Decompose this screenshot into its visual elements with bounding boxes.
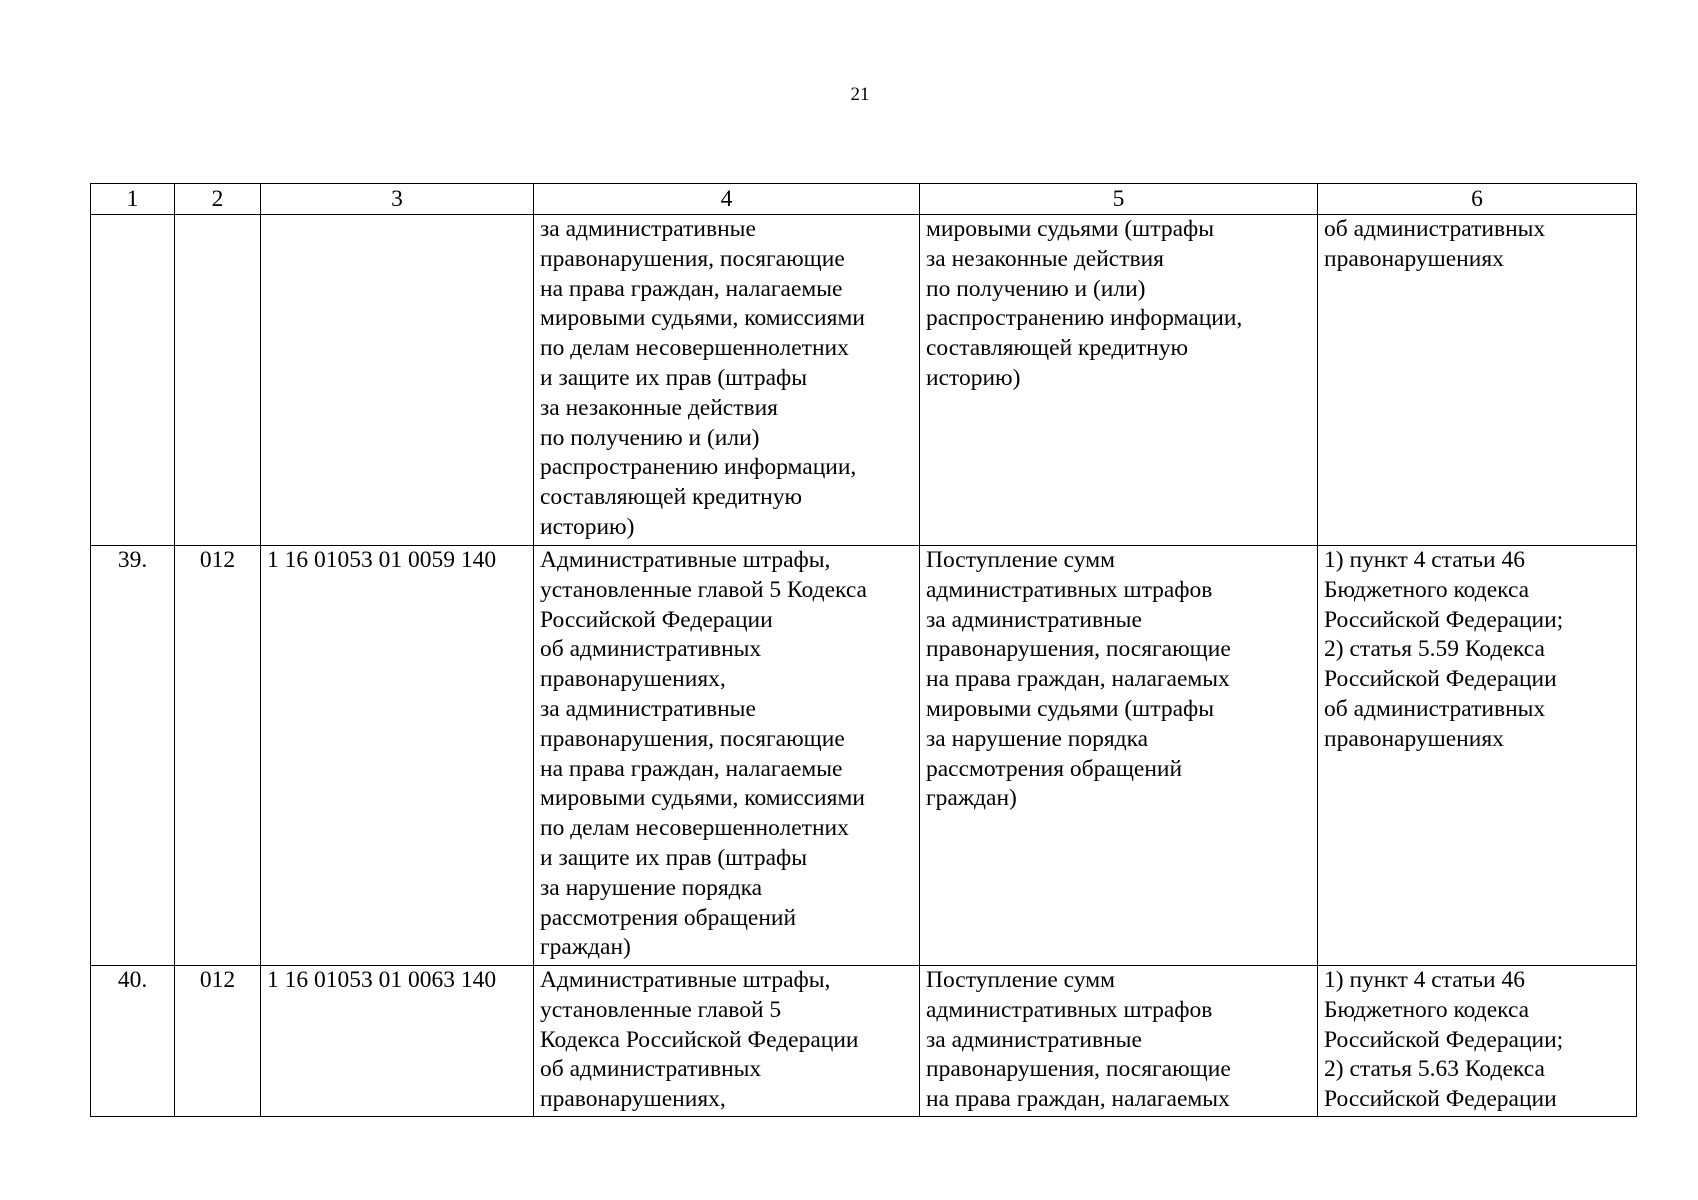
row-number: 39. <box>91 546 175 966</box>
admin-code: 012 <box>175 966 261 1117</box>
revenue-table <box>90 183 1637 1117</box>
revenue-description: мировыми судьями (штрафы за незаконные действия по получению и (или) распространению информации, составляющей кредитную историю) <box>920 215 1318 546</box>
legal-basis: 1) пункт 4 статьи 46 Бюджетного кодекса Российской Федерации; 2) статья 5.63 Кодекса Российской Федерации <box>1318 966 1637 1117</box>
admin-code <box>175 215 261 546</box>
budget-classification-code: 1 16 01053 01 0059 140 <box>261 546 534 966</box>
legal-basis: об административных правонарушениях <box>1318 215 1637 546</box>
admin-code: 012 <box>175 546 261 966</box>
row-number: 40. <box>91 966 175 1117</box>
page-number: 21 <box>850 84 870 105</box>
table-row <box>91 966 1637 1117</box>
column-header-1: 1 <box>91 184 175 215</box>
legal-basis: 1) пункт 4 статьи 46 Бюджетного кодекса Российской Федерации; 2) статья 5.59 Кодекса Российской Федерации об административных правонарушениях <box>1318 546 1637 966</box>
column-header-6: 6 <box>1318 184 1637 215</box>
column-header-4: 4 <box>534 184 920 215</box>
revenue-description: Поступление сумм административных штрафов за административные правонарушения, посягающие на права граждан, налагаемых <box>920 966 1318 1117</box>
table-row <box>91 215 1637 546</box>
column-header-3: 3 <box>261 184 534 215</box>
revenue-name: Административные штрафы, установленные главой 5 Кодекса Российской Федерации об административных правонарушениях, за административные правонарушения, посягающие на права граждан, налагаемые мировыми судьями, комиссиями по делам несовершеннолетних и защите их прав (штрафы за нарушение порядка рассмотрения обращений граждан) <box>534 546 920 966</box>
table-header-row <box>91 184 1637 215</box>
table-row <box>91 546 1637 966</box>
revenue-description: Поступление сумм административных штрафов за административные правонарушения, посягающие на права граждан, налагаемых мировыми судьями (штрафы за нарушение порядка рассмотрения обращений граждан) <box>920 546 1318 966</box>
revenue-name: Административные штрафы, установленные главой 5 Кодекса Российской Федерации об административных правонарушениях, <box>534 966 920 1117</box>
column-header-5: 5 <box>920 184 1318 215</box>
budget-classification-code <box>261 215 534 546</box>
row-number <box>91 215 175 546</box>
column-header-2: 2 <box>175 184 261 215</box>
revenue-name: за административные правонарушения, посягающие на права граждан, налагаемые мировыми судьями, комиссиями по делам несовершеннолетних и защите их прав (штрафы за незаконные действия по получению и (или) распространению информации, составляющей кредитную историю) <box>534 215 920 546</box>
budget-classification-code: 1 16 01053 01 0063 140 <box>261 966 534 1117</box>
